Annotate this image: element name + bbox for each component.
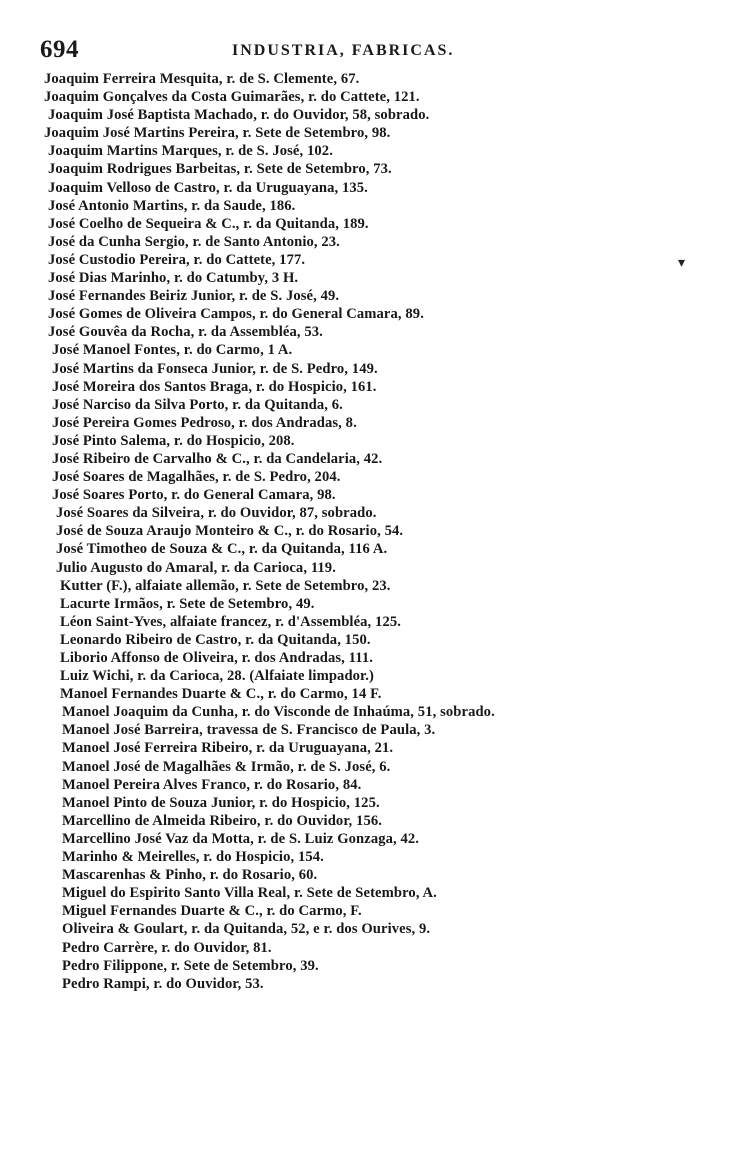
- directory-entry: Mascarenhas & Pinho, r. do Rosario, 60.: [62, 867, 318, 884]
- directory-entry: Julio Augusto do Amaral, r. da Carioca, 119.: [56, 559, 336, 576]
- directory-entry: José Martins da Fonseca Junior, r. de S. Pedro, 149.: [52, 360, 378, 377]
- directory-entry: Manoel José Barreira, travessa de S. Francisco de Paula, 3.: [62, 722, 436, 739]
- directory-entry: Manoel Fernandes Duarte & C., r. do Carmo, 14 F.: [60, 686, 382, 703]
- directory-entry: José Dias Marinho, r. do Catumby, 3 H.: [48, 270, 299, 287]
- directory-entry: Léon Saint-Yves, alfaiate francez, r. d'Assembléa, 125.: [60, 613, 401, 630]
- directory-entry: Liborio Affonso de Oliveira, r. dos Andradas, 111.: [60, 650, 374, 666]
- directory-entry: Joaquim Ferreira Mesquita, r. de S. Clemente, 67.: [44, 71, 360, 87]
- directory-entry: Manoel Pereira Alves Franco, r. do Rosario, 84.: [62, 776, 362, 793]
- directory-entry: Pedro Carrère, r. do Ouvidor, 81.: [62, 939, 272, 956]
- directory-entry: Miguel do Espirito Santo Villa Real, r. Sete de Setembro, A.: [62, 885, 437, 902]
- directory-entry: José Pereira Gomes Pedroso, r. dos Andradas, 8.: [52, 414, 357, 431]
- directory-entry: Kutter (F.), alfaiate allemão, r. Sete de Setembro, 23.: [60, 577, 391, 594]
- directory-entry: José Ribeiro de Carvalho & C., r. da Candelaria, 42.: [52, 450, 383, 467]
- directory-entry: Joaquim Velloso de Castro, r. da Uruguayana, 135.: [48, 179, 368, 196]
- directory-entry: José Moreira dos Santos Braga, r. do Hospicio, 161.: [52, 378, 377, 395]
- directory-entry: Marcellino José Vaz da Motta, r. de S. Luiz Gonzaga, 42.: [62, 830, 420, 847]
- directory-entry: José Fernandes Beiriz Junior, r. de S. José, 49.: [48, 288, 340, 305]
- margin-mark: ▾: [678, 255, 686, 271]
- directory-entry: José Soares de Magalhães, r. de S. Pedro, 204.: [52, 469, 341, 486]
- directory-entry: Oliveira & Goulart, r. da Quitanda, 52, e r. dos Ourives, 9.: [62, 921, 431, 938]
- directory-entry: Marcellino de Almeida Ribeiro, r. do Ouvidor, 156.: [62, 812, 382, 829]
- directory-entry: Joaquim José Baptista Machado, r. do Ouvidor, 58, sobrado.: [48, 107, 430, 124]
- directory-entry: José Pinto Salema, r. do Hospicio, 208.: [52, 432, 295, 449]
- directory-entry: José Soares da Silveira, r. do Ouvidor, 87, sobrado.: [56, 505, 377, 522]
- directory-entry: Luiz Wichi, r. da Carioca, 28. (Alfaiate limpador.): [60, 668, 375, 685]
- directory-entry: José Narciso da Silva Porto, r. da Quitanda, 6.: [52, 396, 343, 413]
- directory-entry: Manoel Pinto de Souza Junior, r. do Hospicio, 125.: [62, 794, 380, 811]
- page-number: 694: [40, 36, 79, 63]
- directory-entry: Joaquim Martins Marques, r. de S. José, 102.: [48, 143, 333, 160]
- page-header: [40, 36, 560, 66]
- directory-entry: José da Cunha Sergio, r. de Santo Antonio, 23.: [48, 233, 340, 250]
- directory-entry: Lacurte Irmãos, r. Sete de Setembro, 49.: [60, 595, 315, 612]
- directory-entry: José Gouvêa da Rocha, r. da Assembléa, 53.: [48, 324, 323, 341]
- directory-entry: José Custodio Pereira, r. do Cattete, 177.: [48, 251, 306, 268]
- directory-entry: Leonardo Ribeiro de Castro, r. da Quitanda, 150.: [60, 631, 371, 648]
- directory-entry: José Gomes de Oliveira Campos, r. do General Camara, 89.: [48, 306, 424, 323]
- directory-entry: Manoel José de Magalhães & Irmão, r. de S. José, 6.: [62, 758, 391, 775]
- directory-entry: Pedro Filippone, r. Sete de Setembro, 39.: [62, 957, 319, 974]
- directory-entry: José Timotheo de Souza & C., r. da Quitanda, 116 A.: [56, 541, 388, 558]
- directory-entry: Joaquim Gonçalves da Costa Guimarães, r. do Cattete, 121.: [44, 89, 420, 106]
- directory-entry: Pedro Rampi, r. do Ouvidor, 53.: [62, 975, 264, 992]
- directory-entry: Joaquim Rodrigues Barbeitas, r. Sete de Setembro, 73.: [48, 161, 392, 178]
- directory-entry: José Soares Porto, r. do General Camara, 98.: [52, 487, 336, 504]
- directory-entry: Miguel Fernandes Duarte & C., r. do Carmo, F.: [62, 903, 362, 920]
- running-title: INDUSTRIA, FABRICAS.: [232, 42, 455, 59]
- directory-entry: Manoel José Ferreira Ribeiro, r. da Uruguayana, 21.: [62, 740, 394, 757]
- directory-entry: José de Souza Araujo Monteiro & C., r. do Rosario, 54.: [56, 523, 404, 540]
- directory-entry: Joaquim José Martins Pereira, r. Sete de Setembro, 98.: [44, 125, 391, 142]
- directory-entry: José Manoel Fontes, r. do Carmo, 1 A.: [52, 342, 293, 359]
- directory-entry: Marinho & Meirelles, r. do Hospicio, 154.: [62, 849, 324, 866]
- directory-entry: José Coelho de Sequeira & C., r. da Quitanda, 189.: [48, 215, 369, 232]
- directory-entries: [0, 70, 746, 993]
- directory-entry: Manoel Joaquim da Cunha, r. do Visconde de Inhaúma, 51, sobrado.: [62, 704, 495, 721]
- directory-entry: José Antonio Martins, r. da Saude, 186.: [48, 197, 296, 214]
